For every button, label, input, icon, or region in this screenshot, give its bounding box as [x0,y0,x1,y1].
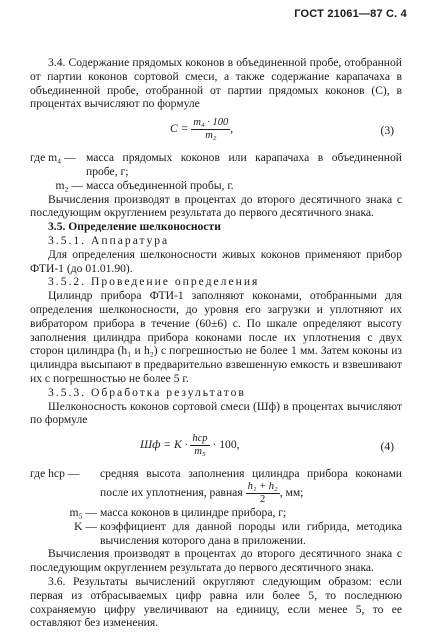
formula-3-numerator: m₄ · 100 [193,117,229,129]
definition-m5-text: масса коконов в цилиндре прибора, г; [100,505,287,519]
definition-h-text [100,467,402,506]
equation-number-3: (3) [380,124,394,138]
formula-3-denominator: m₂ [205,130,217,142]
formula-3 [30,113,402,149]
paragraph-3-4: 3.4. Содержание прядомых коконов в объединенной пробе, отобранной от партии коконов сортовой смеси, а также содержание карапачаха в объединенной пробе, отобранной от партии прядомых коконов (С), в процентах вычисляют по формуле [30,56,402,111]
definition-k-key: K — [74,519,97,533]
calc-note-4: Вычисления производят в процентах до второго десятичного знака с последующим округлением результата до первого десятичного знака. [30,547,402,575]
equation-number-4: (4) [380,440,394,454]
definition-m4-key: где m₄ — [30,151,76,165]
section-3-5-1-title: 3.5.1. Аппаратура [48,233,170,247]
formula-4-fraction [190,433,209,458]
section-3-5-2-title: 3.5.2. Проведение определения [48,275,260,289]
definition-h-unit: , мм; [279,486,304,500]
definition-h [30,467,402,506]
section-3-5-1-text: Для определения шелконосности живых коконов применяют прибор ФТИ-1 (до 01.01.90). [30,247,402,275]
formula-4-denominator: m₅ [194,446,206,458]
page-header: ГОСТ 21061—87 С. 4 [294,8,407,20]
section-3-5-3-title: 3.5.3. Обработка результатов [48,385,246,399]
definition-m5 [30,506,402,520]
definition-m4-text: масса прядомых коконов или карапачаха в объединенной пробе, г; [86,151,402,178]
paragraph-3-6: 3.6. Результаты вычислений округляют следующим образом: если первая из отбрасываемых цифр равна или более 5, то последнюю сохраняемую цифру увеличивают на единицу, если менее 5, то ее оставляют без изменения. [30,574,402,630]
formula-4-lhs: Шф = K · [140,438,188,452]
body-text [30,56,402,630]
section-3-5-title: 3.5. Определение шелконосности [48,220,221,234]
formula-3-end: , [230,122,234,136]
calc-note-3: Вычисления производят в процентах до второго десятичного знака с последующим округлением результата до первого десятичного знака. [30,192,402,220]
section-3-5-2-text: Цилиндр прибора ФТИ-1 заполняют коконами, отобранными для определения шелконосности, до уровня его загрузки и уплотняют их вибратором прибора в течение (60±6) с. По шкале определяют высоту заполнения цилиндра прибора коконами после их уплотнения с двух сторон цилиндра (h₁ и h₂) с погрешностью не более 1 мм. Затем коконы из цилиндра высыпают в предварительно взвешенную емкость и взвешивают их с погрешностью не более 5 г. [30,289,402,385]
section-3-5-3-text: Шелконосность коконов сортовой смеси (Шф) в процентах вычисляют по формуле [30,399,402,427]
definition-k-text: коэффициент для данной породы или гибрида, методика вычисления которого дана в приложении. [100,519,402,547]
definition-m4 [30,151,402,179]
definition-m2-key: m₂ — [55,178,83,192]
definition-k [30,520,402,548]
definition-m2-text: масса объединенной пробы, г. [86,178,234,192]
definition-h-description: средняя высота заполнения цилиндра прибора коконами после их уплотнения, равная [100,467,402,500]
definition-m2 [30,179,402,193]
definition-m5-key: m₅ — [69,505,97,519]
formula-3-fraction [191,117,230,142]
formula-4-numerator: hср [192,433,208,445]
formula-4 [30,429,402,465]
definition-h-fraction [246,481,280,506]
formula-4-end: · 100, [212,438,240,452]
definition-h-denominator: 2 [260,493,266,505]
definition-h-numerator: h₁ + h₂ [247,480,278,492]
formula-3-lhs: C = [170,122,189,136]
definition-h-key: где hср — [30,467,80,481]
